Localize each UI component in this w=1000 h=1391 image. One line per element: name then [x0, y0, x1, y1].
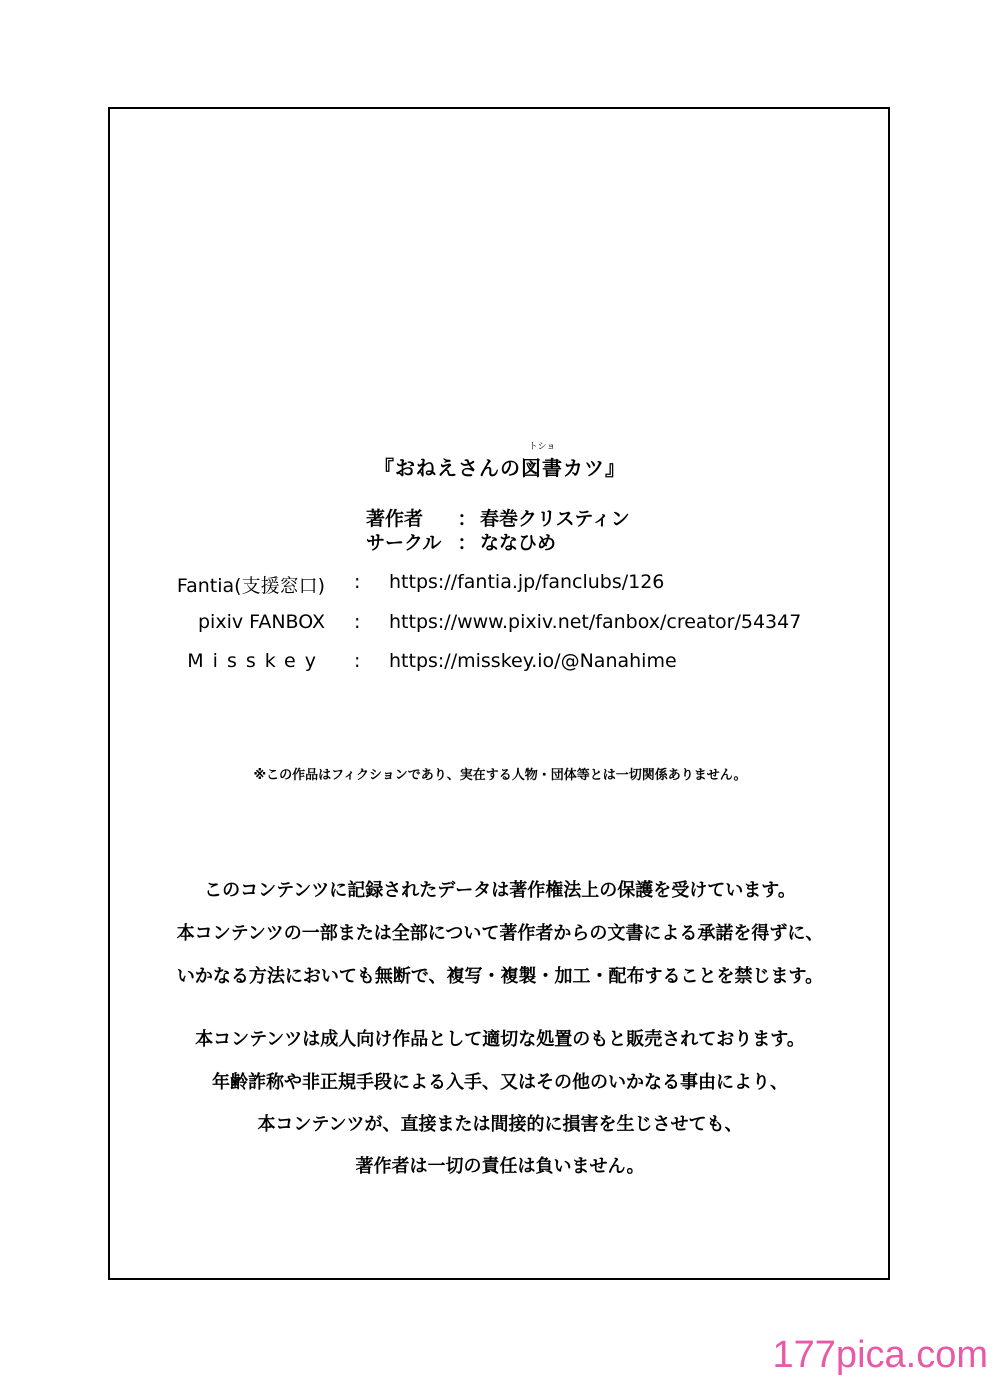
copyright-notice-line: 本コンテンツの一部または全部について著作者からの文書による承諾を得ずに、: [176, 923, 824, 944]
fiction-disclaimer: ※この作品はフィクションであり、実在する人物・団体等とは一切関係ありません。: [253, 768, 747, 783]
credit-separator: ：: [457, 532, 477, 554]
credit-label: サークル: [366, 532, 442, 554]
credit-value: ななひめ: [480, 532, 557, 554]
adult-notice-line: 本コンテンツは成人向け作品として適切な処置のもと販売されております。: [195, 1029, 805, 1050]
credit-circle: [366, 528, 556, 555]
title-ruby: [521, 442, 563, 481]
link-separator: :: [354, 611, 361, 633]
credit-separator: ：: [457, 508, 477, 530]
title-text-after: カツ: [563, 456, 605, 480]
title-ruby-base: 図書: [521, 456, 563, 480]
link-label: Fantia(支援窓口): [176, 575, 325, 597]
link-label: Misskey: [187, 650, 325, 672]
credit-label: 著作者: [366, 508, 424, 530]
adult-notice-line: 本コンテンツが、直接または間接的に損害を生じさせても、: [257, 1114, 743, 1135]
credit-value: 春巻クリスティン: [480, 508, 630, 530]
site-watermark: 177pica.com: [772, 1334, 988, 1376]
credit-author: [366, 504, 630, 531]
link-separator: :: [354, 571, 361, 593]
link-separator: :: [354, 650, 361, 672]
copyright-notice-line: このコンテンツに記録されたデータは著作権法上の保護を受けています。: [204, 880, 796, 901]
link-url: https://www.pixiv.net/fanbox/creator/54347: [389, 611, 802, 633]
copyright-notice-line: いかなる方法においても無断で、複写・複製・加工・配布することを禁じます。: [176, 966, 824, 987]
link-label: pixiv FANBOX: [198, 611, 325, 633]
work-title: [0, 442, 1000, 481]
title-open-bracket: 『: [374, 456, 395, 480]
page-border-frame: [108, 107, 890, 1280]
title-close-bracket: 』: [605, 456, 626, 480]
adult-notice-line: 年齢詐称や非正規手段による入手、又はその他のいかなる事由により、: [212, 1072, 788, 1093]
title-ruby-reading: トショ: [528, 442, 556, 452]
link-url: https://fantia.jp/fanclubs/126: [389, 571, 665, 593]
link-url: https://misskey.io/@Nanahime: [389, 650, 677, 672]
adult-notice-line: 著作者は一切の責任は負いません。: [355, 1156, 645, 1177]
title-text-before: おねえさんの: [395, 456, 521, 480]
